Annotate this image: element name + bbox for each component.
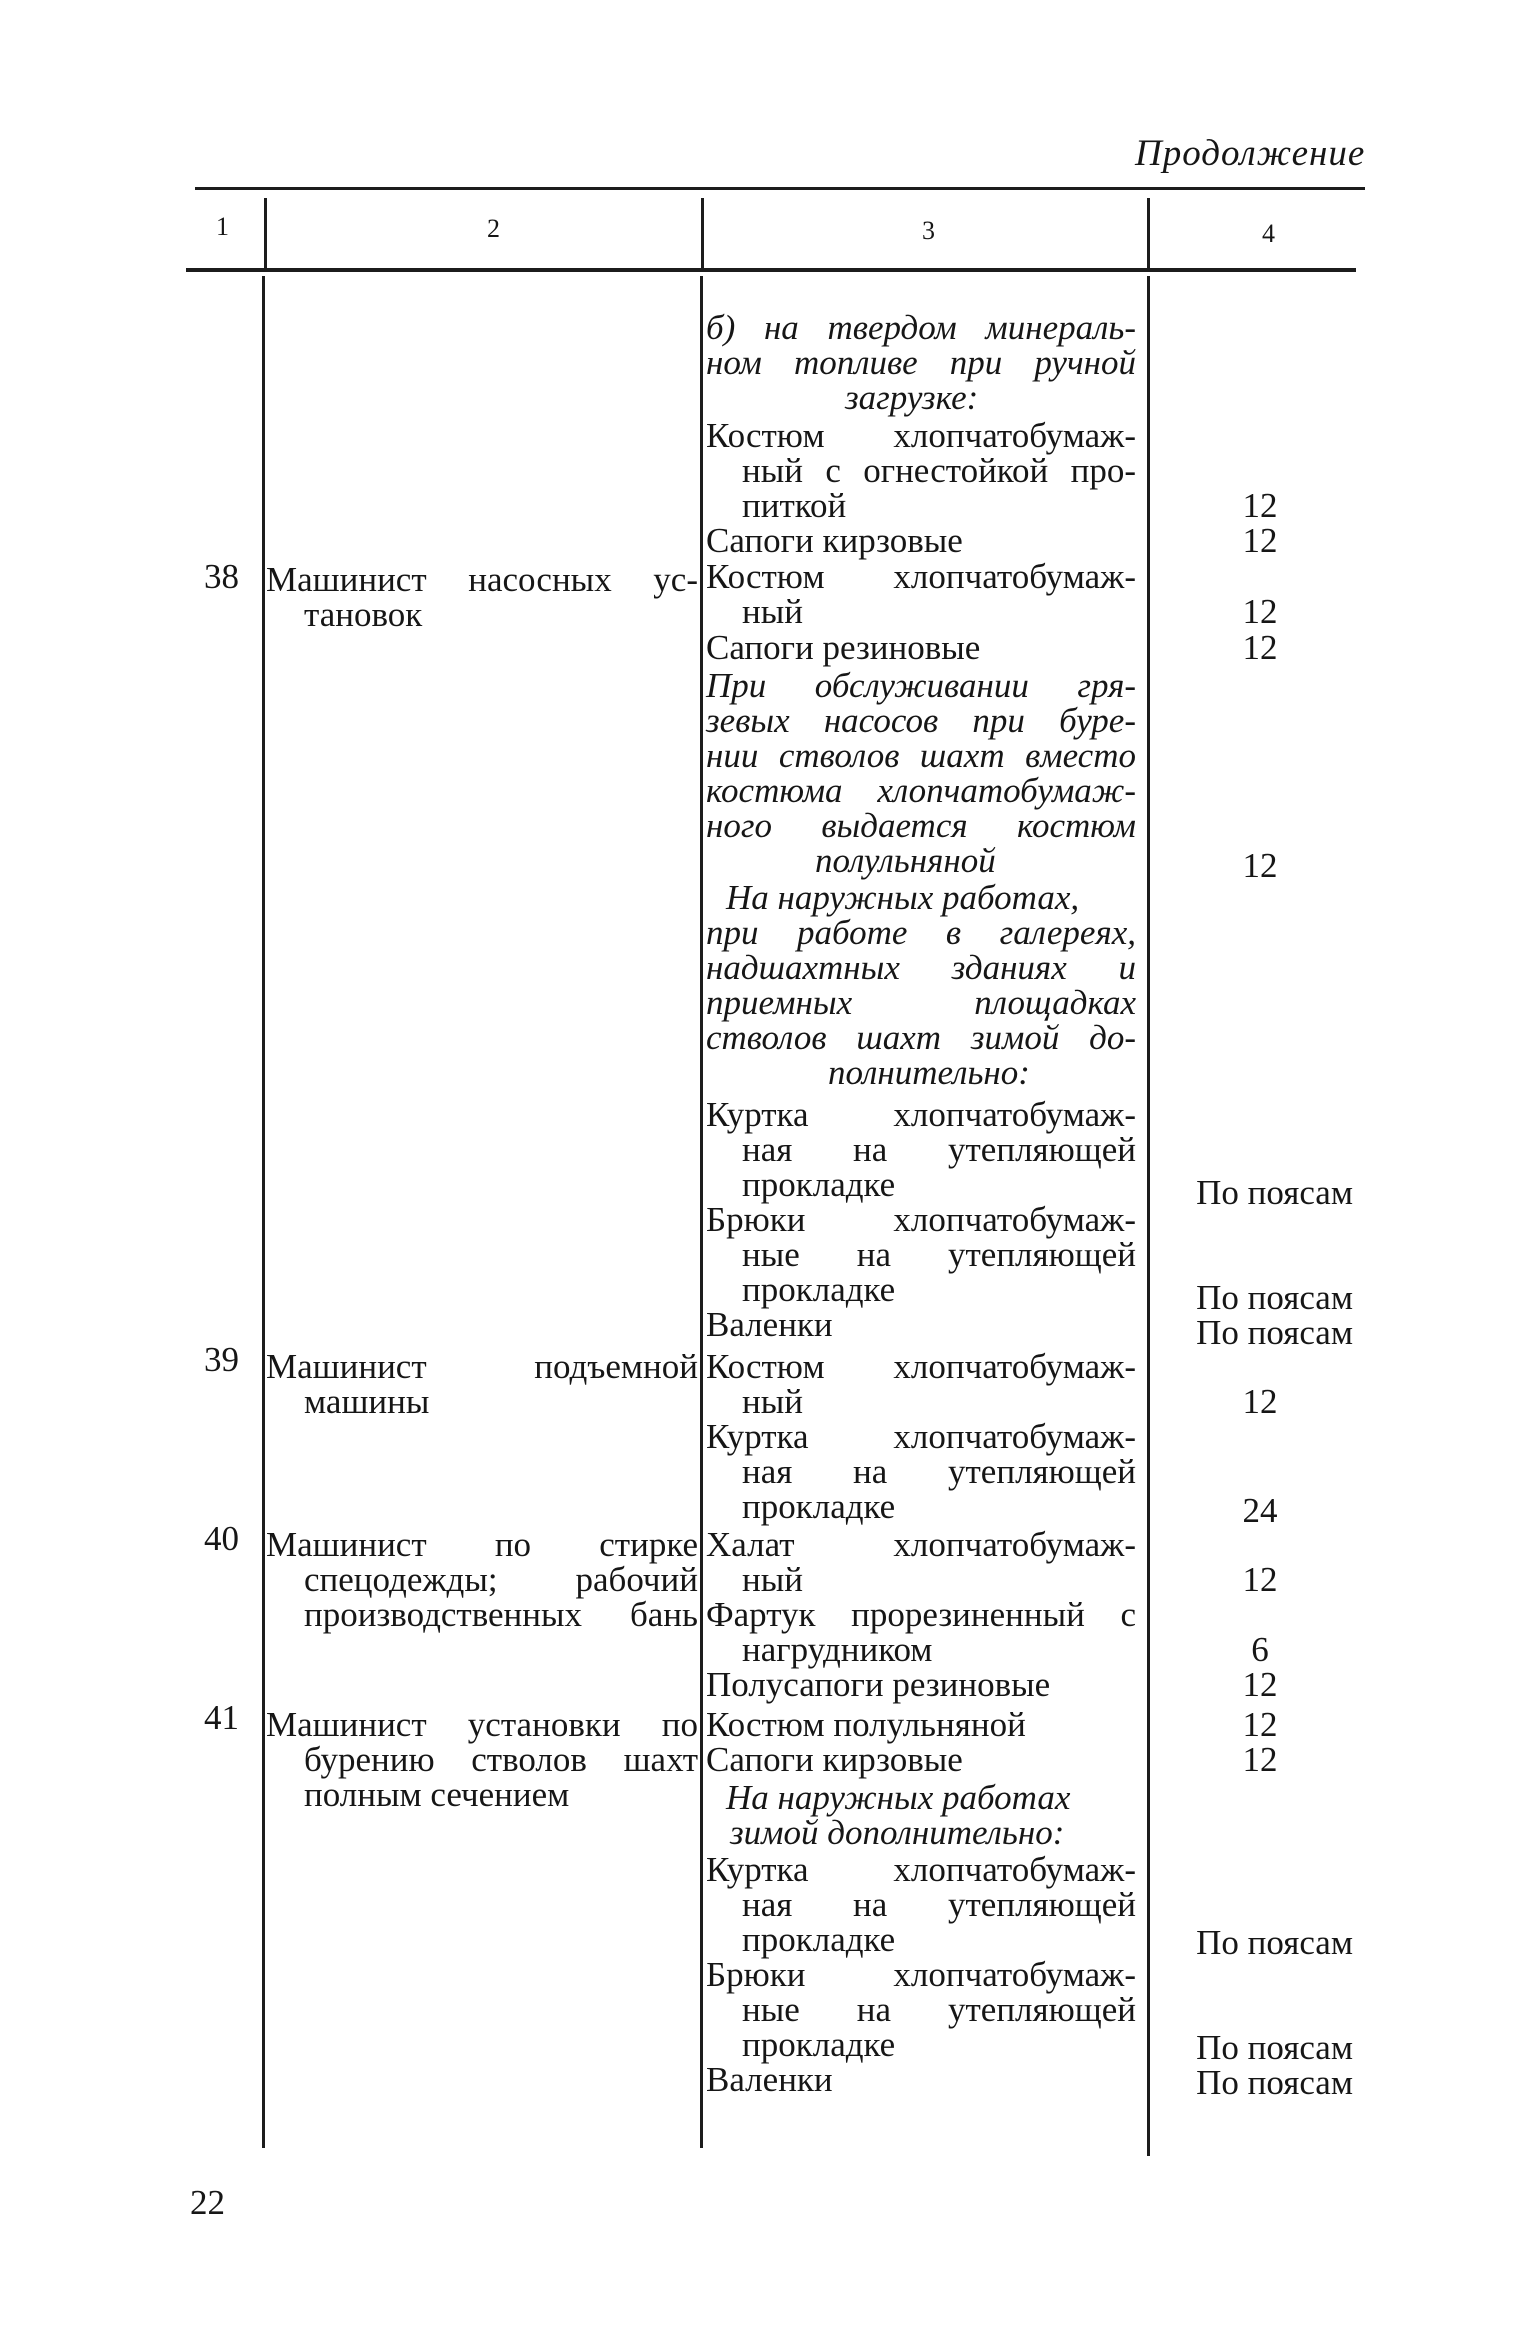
item-text: костюма хлопчатобумаж- — [706, 771, 1136, 810]
position-title: машины — [304, 1382, 430, 1421]
item-value: По поясам — [1196, 1923, 1353, 1962]
col-header-4: 4 — [1262, 219, 1275, 248]
position-title: производственных бань — [304, 1595, 698, 1634]
col-divider-1 — [262, 276, 265, 2148]
item-text: Валенки — [706, 1305, 833, 1344]
item-text: надшахтных зданиях и — [706, 948, 1136, 987]
item-value: 12 — [1242, 1560, 1278, 1599]
item-text: На наружных работах — [726, 1778, 1071, 1817]
position-title: тановок — [304, 595, 423, 634]
item-text: прокладке — [742, 1920, 896, 1959]
col-header-2: 2 — [487, 214, 500, 243]
row-number: 41 — [204, 1698, 239, 1737]
continuation-label: Продолжение — [1135, 133, 1366, 174]
item-text: Брюки хлопчатобумаж- — [706, 1200, 1136, 1239]
position-title: полным сечением — [304, 1775, 570, 1814]
item-text: полнительно: — [828, 1053, 1030, 1092]
page-number: 22 — [190, 2183, 225, 2222]
item-text: при работе в галереях, — [706, 913, 1136, 952]
col-divider-1-header — [264, 198, 267, 268]
item-value: 12 — [1242, 1705, 1278, 1744]
item-text: Фартук прорезиненный с — [706, 1595, 1136, 1634]
col-divider-3-header — [1147, 198, 1150, 268]
item-value: По поясам — [1196, 1173, 1353, 1212]
item-text: Куртка хлопчатобумаж- — [706, 1417, 1136, 1456]
item-text: б) на твердом минераль- — [706, 308, 1136, 347]
item-text: прокладке — [742, 1270, 896, 1309]
item-text: приемных площадках — [706, 983, 1136, 1022]
position-title: Машинист по стирке — [266, 1525, 698, 1564]
item-value: 12 — [1242, 1665, 1278, 1704]
item-text: ный — [742, 1560, 803, 1599]
item-text: ные на утепляющей — [742, 1235, 1136, 1274]
item-text: загрузке: — [845, 378, 979, 417]
item-text: Куртка хлопчатобумаж- — [706, 1095, 1136, 1134]
position-title: спецодежды; рабочий — [304, 1560, 698, 1599]
item-text: питкой — [742, 486, 847, 525]
item-text: При обслуживании гря- — [706, 666, 1136, 705]
item-text: нагрудником — [742, 1630, 933, 1669]
item-text: стволов шахт зимой до- — [706, 1018, 1136, 1057]
item-text: Брюки хлопчатобумаж- — [706, 1955, 1136, 1994]
item-value: 12 — [1242, 1740, 1278, 1779]
row-number: 39 — [204, 1340, 239, 1379]
item-text: ный с огнестойкой про- — [742, 451, 1136, 490]
item-value: По поясам — [1196, 1313, 1353, 1352]
item-text: На наружных работах, — [726, 878, 1080, 917]
item-text: ная на утепляющей — [742, 1885, 1136, 1924]
item-text: ная на утепляющей — [742, 1452, 1136, 1491]
item-text: Сапоги кирзовые — [706, 521, 963, 560]
item-text: прокладке — [742, 1165, 896, 1204]
item-text: Валенки — [706, 2060, 833, 2099]
item-text: Костюм хлопчатобумаж- — [706, 557, 1136, 596]
item-text: Сапоги резиновые — [706, 628, 981, 667]
item-value: 12 — [1242, 592, 1278, 631]
col-divider-2 — [700, 276, 703, 2148]
col-divider-2-header — [701, 198, 704, 268]
item-text: зевых насосов при буре- — [706, 701, 1136, 740]
item-text: ный — [742, 1382, 803, 1421]
item-text: Сапоги кирзовые — [706, 1740, 963, 1779]
item-value: 12 — [1242, 846, 1278, 885]
item-value: По поясам — [1196, 1278, 1353, 1317]
table-top-rule — [195, 187, 1365, 190]
item-value: 12 — [1242, 1382, 1278, 1421]
item-text: полульняной — [815, 841, 996, 880]
item-text: Костюм хлопчатобумаж- — [706, 416, 1136, 455]
item-text: ном топливе при ручной — [706, 343, 1136, 382]
row-number: 40 — [204, 1519, 239, 1558]
item-text: зимой дополнительно: — [730, 1813, 1065, 1852]
item-value: 6 — [1251, 1630, 1269, 1669]
table-header-rule — [186, 268, 1356, 272]
position-title: Машинист установки по — [266, 1705, 698, 1744]
col-header-3: 3 — [922, 216, 935, 245]
item-text: прокладке — [742, 2025, 896, 2064]
item-value: 12 — [1242, 521, 1278, 560]
item-text: ный — [742, 592, 803, 631]
col-divider-3 — [1147, 276, 1150, 2156]
item-text: Костюм полульняной — [706, 1705, 1026, 1744]
item-text: ного выдается костюм — [706, 806, 1136, 845]
position-title: Машинист подъемной — [266, 1347, 698, 1386]
item-text: Куртка хлопчатобумаж- — [706, 1850, 1136, 1889]
position-title: бурению стволов шахт — [304, 1740, 698, 1779]
item-text: Полусапоги резиновые — [706, 1665, 1051, 1704]
item-value: 12 — [1242, 486, 1278, 525]
item-value: 12 — [1242, 628, 1278, 667]
item-text: Халат хлопчатобумаж- — [706, 1525, 1136, 1564]
item-text: ная на утепляющей — [742, 1130, 1136, 1169]
row-number: 38 — [204, 557, 239, 596]
item-value: 24 — [1242, 1491, 1278, 1530]
position-title: Машинист насосных ус- — [266, 560, 698, 599]
item-text: нии стволов шахт вместо — [706, 736, 1136, 775]
item-value: По поясам — [1196, 2028, 1353, 2067]
item-text: прокладке — [742, 1487, 896, 1526]
item-text: Костюм хлопчатобумаж- — [706, 1347, 1136, 1386]
item-text: ные на утепляющей — [742, 1990, 1136, 2029]
col-header-1: 1 — [216, 212, 229, 241]
item-value: По поясам — [1196, 2063, 1353, 2102]
